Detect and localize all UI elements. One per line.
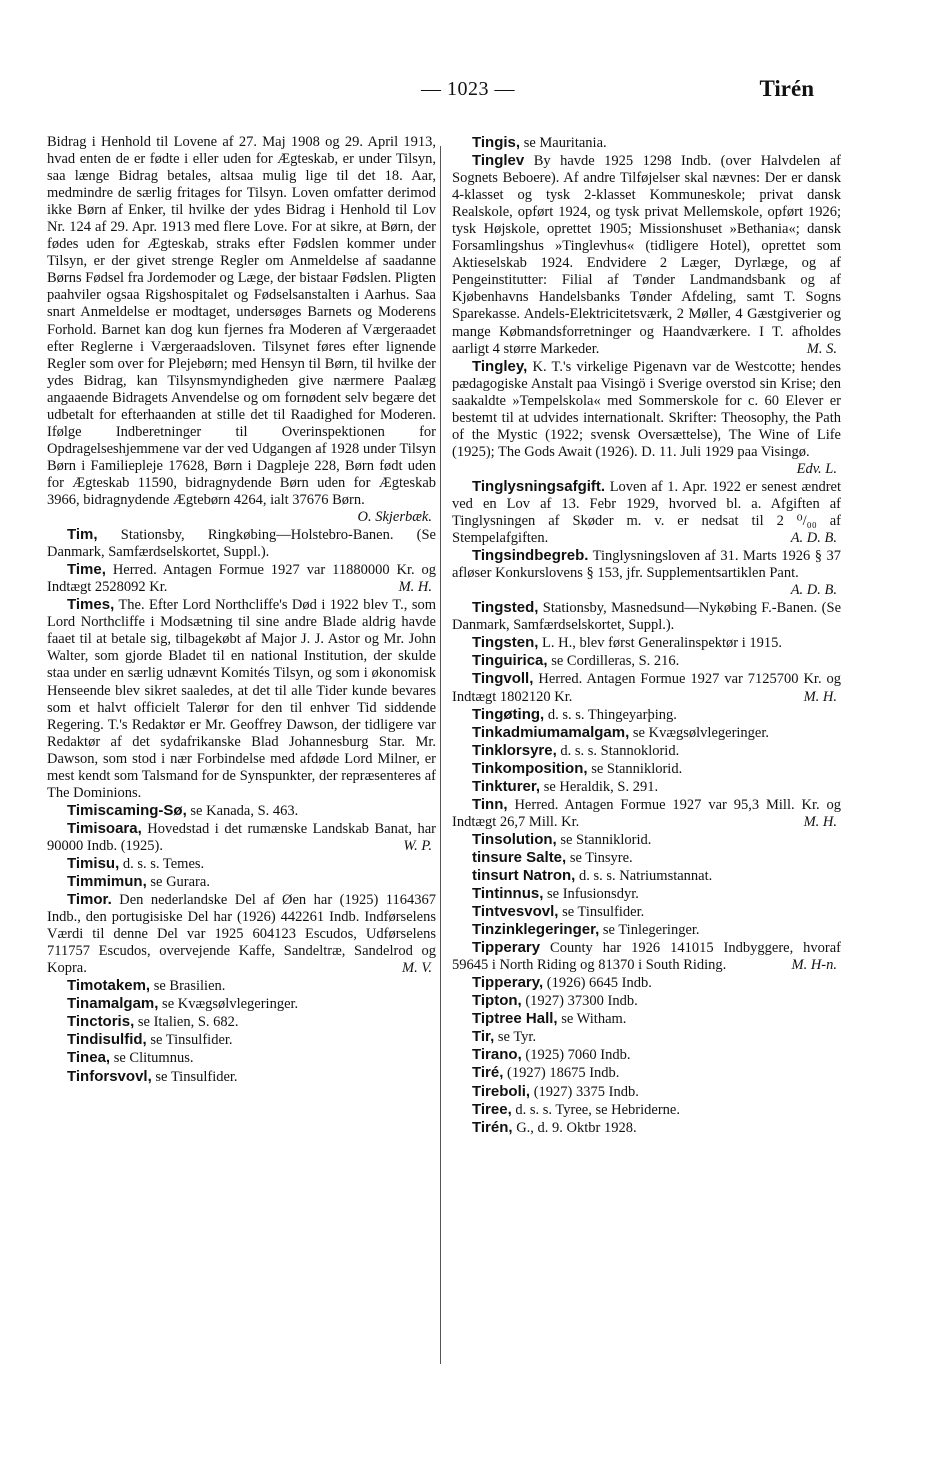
entry-text: d. s. s. Thingeyarþing. xyxy=(547,706,677,723)
entry-text: se Kvægsølvlegeringer. xyxy=(632,724,770,741)
dictionary-entry xyxy=(452,358,841,478)
entry-signature: M. V. xyxy=(402,960,432,977)
dictionary-entry xyxy=(47,1049,436,1067)
dictionary-entry xyxy=(452,1119,841,1137)
dictionary-entry xyxy=(47,855,436,873)
entry-headword: Time, xyxy=(67,561,106,579)
entry-headword: Tipton, xyxy=(472,992,522,1010)
entry-headword: Tinzinklegeringer, xyxy=(472,921,600,939)
entry-text: L. H., blev først Generalinspektør i 1915. xyxy=(542,635,783,652)
dictionary-entry xyxy=(47,134,436,526)
entry-headword: Tingøting, xyxy=(472,705,545,723)
entry-headword: Tingis, xyxy=(472,134,521,151)
entry-text: Stationsby, Masnedsund—Nykøbing F.-Banen. (Se Danmark, Samfærdselskortet, Suppl.). xyxy=(452,600,841,634)
entry-headword: Tim, xyxy=(67,526,98,544)
entry-text: se Tinsulfider. xyxy=(150,1032,233,1049)
dictionary-entry xyxy=(47,1013,436,1031)
dictionary-entry xyxy=(47,526,436,561)
entry-text: se Infusionsdyr. xyxy=(547,886,639,903)
entry-headword: Tireboli, xyxy=(472,1082,531,1100)
dictionary-entry xyxy=(452,670,841,705)
entry-headword: Timor. xyxy=(67,891,112,909)
dictionary-entry xyxy=(47,802,436,820)
entry-text: se Stanniklorid. xyxy=(591,760,683,777)
entry-text: Herred. Antagen Formue 1927 var 95,3 Mill. Kr. og Indtægt 26,7 Mill. Kr. xyxy=(452,796,841,830)
entry-text: d. s. s. Temes. xyxy=(122,855,205,872)
dictionary-entry xyxy=(452,974,841,992)
dictionary-entry xyxy=(452,778,841,796)
dictionary-entry xyxy=(452,1028,841,1046)
entry-text: se Italien, S. 682. xyxy=(137,1014,239,1031)
dictionary-entry xyxy=(47,820,436,855)
column-divider xyxy=(440,146,441,1364)
dictionary-entry xyxy=(452,1046,841,1064)
entry-signature: A. D. B. xyxy=(790,530,837,547)
dictionary-entry xyxy=(452,706,841,724)
entry-text: G., d. 9. Oktbr 1928. xyxy=(516,1119,637,1136)
entry-headword: Tingsindbegreb. xyxy=(472,547,589,565)
entry-signature: M. H. xyxy=(803,813,837,830)
dictionary-entry xyxy=(452,939,841,974)
entry-headword: Tingsten, xyxy=(472,634,539,652)
entry-headword: Tinkadmiumamalgam, xyxy=(472,723,630,741)
entry-text: se Mauritania. xyxy=(523,135,607,151)
dictionary-entry xyxy=(452,992,841,1010)
dictionary-entry xyxy=(452,849,841,867)
entry-signature: M. H-n. xyxy=(791,957,837,974)
entry-text: Herred. Antagen Formue 1927 var 11880000 Kr. og Indtægt 2528092 Kr. xyxy=(47,562,437,596)
dictionary-entry xyxy=(452,547,841,599)
entry-signature: M. S. xyxy=(806,340,837,357)
dictionary-entry xyxy=(452,152,841,358)
entry-text: K. T.'s virkelige Pigenavn var de Westcotte; hendes pædagogiske Anstalt paa Visingö i Sverige overstod sin Krise; den saakaldte »Tempelskola« med Sommerskole for c. 60 Elever er bestemt til at udvides internationalt. Skrifter: Theosophy, the Path of the Mystic (1922; svensk Oversættelse), The Wine of Life (1925); The Gods Await (1926). D. 11. Juli 1929 paa Visingø. xyxy=(452,358,842,460)
entry-text: Bidrag i Henhold til Lovene af 27. Maj 1908 og 29. April 1913, hvad enten de er fødte i eller uden for Ægteskab, er under Tilsyn, saa længe Bidrag betales, altsaa mulig lige til det 18. Aar, medmindre de særlig fritages for Tilsyn. Loven omfatter derimod ikke Børn af Enker, til hvilke der ydes Bidrag i Henhold til Lov Nr. 124 af 29. Apr. 1913 med flere Love. For at sikre, at Børn, der fødes uden for Ægteskab, straks efter Fødslen kommer under Tilsyn, er der givet strenge Regler om Anmeldelse af saadanne Børns Fødsel fra Jordemoder og Læge, der bistaar Fødslen. Pligten paahviler ogsaa Rigshospitalet og Fødselsanstalten i Aarhus. Saa snart Anmeldelse er modtaget, undersøges Barnets og Moderens Forhold. Barnet kan dog kun fjernes fra Moderen af Værgeraadet efter Reglerne i Værgeraadsloven. Tilsynet føres efter lignende Regler som over for Plejebørn; med Hensyn til Børn, til hvilke der ydes Bidrag, kan Tilsynsmyndigheden give nærmere Paalæg angaaende Bidragets Anvendelse og om fornødent selv begære det udbetalt for efterhaanden at stille det til Raadighed for Moderen. Ifølge Indberetninger til Overinspektionen for Opdragelseshjemmene var der ved Udgangen af 1928 under Tilsyn Børn i Familiepleje 17628, Børn i Dagpleje 228, Børn født uden for Ægteskab 11590, bidragnydende Børn uden for Ægteskab 3966, bidragnydende Ægtebørn 4264, ialt 37676 Børn. xyxy=(47,134,436,508)
dictionary-entry xyxy=(452,760,841,778)
entry-text: se Stanniklorid. xyxy=(560,831,652,848)
entry-text: se Gurara. xyxy=(150,874,210,891)
entry-text: se Tinsyre. xyxy=(569,849,633,866)
entry-headword: Timisoara, xyxy=(67,819,142,837)
entry-headword: Tingvoll, xyxy=(472,670,534,688)
entry-headword: Tiree, xyxy=(472,1100,512,1118)
entry-text: By havde 1925 1298 Indb. (over Halvdelen af Sognets Beboere). Af andre Tilføjelser skal nævnes: Der er dansk 4-klasset og tysk 2-klasset Kommuneskole; privat dansk Realskole, opført 1924, og tysk privat Mellemskole, opført 1926; tysk Højskole, oprettet 1905; Missionshuset »Bethania«; dansk Forsamlingshus »Tinglevhus« (tidligere Hotel), oprettet som Aktieselskab 1924. Endvidere 2 Læger, Dyrlæge, og af Pengeinstitutter: Filial af Tønder Landmandsbank og af Kjøbenhavns Handelsbanks Tønder Afdeling, samt T. Sogns Sparekasse. Andels-Elektricitetsværk, 2 Møller, 4 Gæstgiverier og mange Købmandsforretninger og Haandværkere. I T. afholdes aarligt 4 større Markeder. xyxy=(452,153,841,357)
entry-text: d. s. s. Tyree, se Hebriderne. xyxy=(515,1101,680,1118)
entry-headword: Tinn, xyxy=(472,795,508,813)
entry-headword: Tinklorsyre, xyxy=(472,741,557,759)
entry-headword: Tinforsvovl, xyxy=(67,1067,152,1085)
entry-text: se Tinsulfider. xyxy=(155,1068,238,1085)
dictionary-entry xyxy=(452,831,841,849)
left-column xyxy=(47,134,436,1086)
entry-text: Loven af 1. Apr. 1922 er senest ændret ved en Lov af 13. Febr 1929, hvorved bl. a. Afgiften af Tinglysningen af Skøder m. v. er nedsat til 2 ⁰/₀₀ af Stempelafgiften. xyxy=(452,478,842,547)
entry-text: (1925) 7060 Indb. xyxy=(525,1047,631,1064)
entry-signature: A. D. B. xyxy=(790,582,837,599)
entry-headword: Tirano, xyxy=(472,1046,522,1064)
entry-headword: Tiré, xyxy=(472,1064,504,1082)
entry-text: Den nederlandske Del af Øen har (1925) 1164367 Indb., den portugisiske Del har (1926) 442261 Indb. Indførselens Værdi til denne Del var 1925 604123 Escudos, Udførselens 711757 Escudos, overvejende Kaffe, Sandeltræ, Sandelrod og Kopra. xyxy=(47,892,436,977)
entry-text: se Clitumnus. xyxy=(113,1050,194,1067)
entry-text: (1927) 37300 Indb. xyxy=(525,993,638,1010)
dictionary-entry xyxy=(452,1083,841,1101)
entry-headword: tinsure Salte, xyxy=(472,848,567,866)
entry-text: (1926) 6645 Indb. xyxy=(546,975,652,992)
entry-headword: Timmimun, xyxy=(67,873,147,891)
dictionary-entry xyxy=(452,921,841,939)
entry-signature: M. H. xyxy=(398,579,432,596)
dictionary-entry xyxy=(47,995,436,1013)
entry-headword: Timiscaming-Sø, xyxy=(67,801,187,819)
entry-headword: Timotakem, xyxy=(67,977,151,995)
entry-text: d. s. s. Stannoklorid. xyxy=(560,742,680,759)
entry-headword: Tinglev xyxy=(472,152,525,170)
entry-headword: Tintvesvovl, xyxy=(472,903,559,921)
entry-headword: Tinea, xyxy=(67,1049,111,1067)
entry-signature: O. Skjerbæk. xyxy=(357,509,432,526)
entry-headword: Tingsted, xyxy=(472,599,539,617)
dictionary-entry xyxy=(47,561,436,596)
entry-signature: W. P. xyxy=(403,837,432,854)
entry-text: se Heraldik, S. 291. xyxy=(543,778,659,795)
entry-text: se Tinsulfider. xyxy=(562,904,645,921)
running-head: Tirén xyxy=(759,76,814,101)
dictionary-entry xyxy=(47,1068,436,1086)
dictionary-entry xyxy=(452,1101,841,1119)
dictionary-entry xyxy=(452,478,841,547)
entry-headword: Tipperary, xyxy=(472,974,544,992)
dictionary-entry xyxy=(452,903,841,921)
entry-text: Herred. Antagen Formue 1927 var 7125700 Kr. og Indtægt 1802120 Kr. xyxy=(452,671,842,705)
entry-headword: Tinamalgam, xyxy=(67,995,159,1013)
dictionary-entry xyxy=(452,134,841,152)
entry-headword: Times, xyxy=(67,596,115,614)
entry-headword: Tiptree Hall, xyxy=(472,1010,558,1028)
entry-text: se Brasilien. xyxy=(153,978,226,995)
entry-signature: M. H. xyxy=(803,688,837,705)
dictionary-entry xyxy=(452,1064,841,1082)
dictionary-entry xyxy=(452,599,841,634)
page-header xyxy=(0,76,936,108)
dictionary-entry xyxy=(452,634,841,652)
entry-text: se Kanada, S. 463. xyxy=(190,802,299,819)
entry-text: se Tinlegeringer. xyxy=(602,922,700,939)
entry-signature: Edv. L. xyxy=(796,460,837,477)
entry-headword: tinsurt Natron, xyxy=(472,866,576,884)
entry-headword: Tinglysningsafgift. xyxy=(472,477,606,495)
entry-headword: Tindisulfid, xyxy=(67,1031,147,1049)
entry-headword: Tirén, xyxy=(472,1118,513,1136)
entry-text: Hovedstad i det rumænske Landskab Banat, har 90000 Indb. (1925). xyxy=(47,820,437,854)
dictionary-entry xyxy=(452,796,841,831)
entry-text: Tinglysningsloven af 31. Marts 1926 § 37 afløser Konkurslovens § 153, jfr. Supplementsartiklen Pant. xyxy=(452,548,841,582)
dictionary-entry xyxy=(452,742,841,760)
entry-headword: Tinguirica, xyxy=(472,652,548,670)
dictionary-entry xyxy=(452,724,841,742)
entry-text: (1927) 3375 Indb. xyxy=(533,1083,639,1100)
dictionary-entry xyxy=(452,1010,841,1028)
dictionary-entry xyxy=(452,652,841,670)
entry-text: se Tyr. xyxy=(497,1029,537,1046)
entry-text: The. Efter Lord Northcliffe's Død i 1922 blev T., som Lord Northcliffe i Modsætning til sine andre Blade aldrig havde faaet til at betale sig, tilbagekøbt af Major J. J. Astor og Mr. John Walter, som gjorde Bladet til en national Institution, der skulde staa under en særlig udnævnt Komités Tilsyn, og som i økonomisk Henseende blev sikret saaledes, at det til alle Tider kunde bevares som et halvt officielt Talerør for den til enhver Tid siddende Regering. T.'s Redaktør er Mr. Geoffrey Dawson, der tidligere var Redaktør af det sydafrikanske Blad Johannesburg Star. Mr. Dawson, som stod i nær Forbindelse med afdøde Lord Milner, er mest kendt som Talsmand for de Synspunkter, der repræsenteres af The Dominions. xyxy=(47,597,436,801)
dictionary-entry xyxy=(47,1031,436,1049)
dictionary-entry xyxy=(452,867,841,885)
dictionary-entry xyxy=(47,891,436,977)
entry-text: (1927) 18675 Indb. xyxy=(507,1065,620,1082)
entry-headword: Tinkomposition, xyxy=(472,759,588,777)
entry-headword: Tingley, xyxy=(472,357,528,375)
entry-text: se Kvægsølvlegeringer. xyxy=(162,996,299,1013)
page-number: — 1023 — xyxy=(421,78,515,100)
entry-text: se Witham. xyxy=(561,1011,627,1028)
entry-text: se Cordilleras, S. 216. xyxy=(551,653,680,670)
entry-headword: Tinctoris, xyxy=(67,1013,135,1031)
entry-headword: Tir, xyxy=(472,1028,495,1046)
dictionary-entry xyxy=(47,596,436,802)
entry-text: Stationsby, Ringkøbing—Holstebro-Banen. (Se Danmark, Samfærdselskortet, Suppl.). xyxy=(47,527,436,561)
entry-headword: Timisu, xyxy=(67,854,120,872)
entry-headword: Tintinnus, xyxy=(472,885,544,903)
dictionary-entry xyxy=(47,873,436,891)
entry-headword: Tinkturer, xyxy=(472,777,541,795)
entry-text: County har 1926 141015 Indbyggere, hvoraf 59645 i North Riding og 81370 i South Riding. xyxy=(452,940,841,974)
entry-text: d. s. s. Natriumstannat. xyxy=(578,867,713,884)
entry-headword: Tipperary xyxy=(472,939,541,957)
dictionary-entry xyxy=(452,885,841,903)
entry-headword: Tinsolution, xyxy=(472,830,557,848)
right-column xyxy=(452,134,841,1137)
dictionary-entry xyxy=(47,977,436,995)
